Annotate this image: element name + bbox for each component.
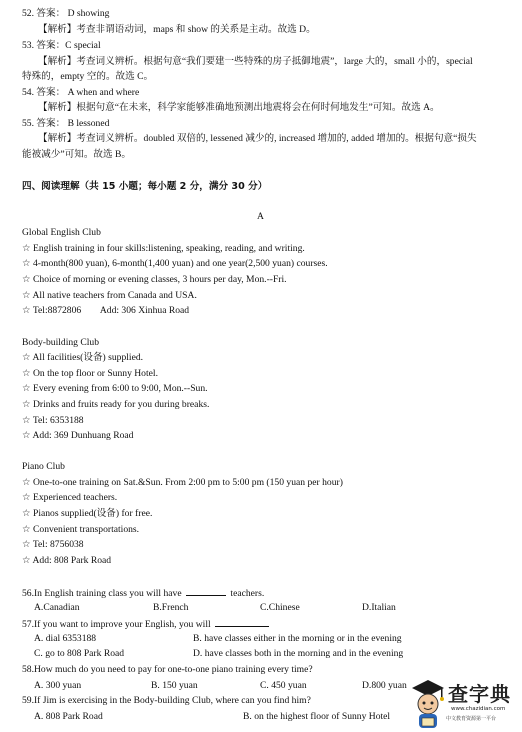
option-a: A. dial 6353188 xyxy=(34,633,97,644)
chazidian-logo xyxy=(408,676,522,732)
logo-url: www.chazidian.com xyxy=(451,706,506,712)
graduate-mascot-icon xyxy=(408,676,448,732)
option-d: D.800 yuan xyxy=(362,680,407,691)
club-item: ☆ Add: 808 Park Road xyxy=(22,555,112,566)
logo-name: 查字典 xyxy=(448,682,511,706)
club-item: ☆ Experienced teachers. xyxy=(22,492,118,503)
explanation-55-cont: 能被减少”可知。故选 B。 xyxy=(22,149,131,160)
club-item: ☆ English training in four skills:listening, speaking, reading, and writing. xyxy=(22,243,305,254)
section-title: 四、阅读理解（共 15 小题；每小题 2 分，满分 30 分） xyxy=(22,181,268,192)
passage-label: A xyxy=(257,211,264,222)
question-56-text-end: teachers. xyxy=(230,588,265,599)
option-b: B.French xyxy=(153,602,189,613)
question-57 xyxy=(22,617,271,631)
explanation-52: 【解析】考查非谓语动词，maps 和 show 的关系是主动。故选 D。 xyxy=(38,24,316,35)
club-item: ☆ Tel: 8756038 xyxy=(22,539,84,550)
answer-54: 54. 答案： A when and where xyxy=(22,87,140,98)
option-b: B. 150 yuan xyxy=(151,680,198,691)
option-c: C. go to 808 Park Road xyxy=(34,648,125,659)
club-item: ☆ All facilities(设备) supplied. xyxy=(22,352,144,363)
club-item: ☆ Add: 369 Dunhuang Road xyxy=(22,430,134,441)
answer-55: 55. 答案： B lessoned xyxy=(22,118,110,129)
option-a: A. 808 Park Road xyxy=(34,711,103,722)
club-item: ☆ One-to-one training on Sat.&Sun. From 2:00 pm to 5:00 pm (150 yuan per hour) xyxy=(22,477,343,488)
option-a: A. 300 yuan xyxy=(34,680,82,691)
option-c: C. 450 yuan xyxy=(260,680,307,691)
question-57-text: 57.If you want to improve your English, you will xyxy=(22,619,211,630)
question-56-text: 56.In English training class you will have xyxy=(22,588,182,599)
club-name-piano: Piano Club xyxy=(22,461,65,472)
club-item: ☆ On the top floor or Sunny Hotel. xyxy=(22,368,158,379)
club-item: ☆ 4-month(800 yuan), 6-month(1,400 yuan) and one year(2,500 yuan) courses. xyxy=(22,258,328,269)
club-item: ☆ Choice of morning or evening classes, 3 hours per day, Mon.--Fri. xyxy=(22,274,287,285)
club-item: ☆ Convenient transportations. xyxy=(22,524,140,535)
explanation-54: 【解析】根据句意“在未来，科学家能够准确地预测出地震将会在何时何地发生”可知。故选 A。 xyxy=(38,102,440,113)
answer-53: 53. 答案：C special xyxy=(22,40,101,51)
explanation-53: 【解析】考查词义辨析。根据句意“我们要建一些特殊的房子抵御地震”，large 大的，small 小的，special xyxy=(38,56,473,67)
explanation-55: 【解析】考查词义辨析。doubled 双倍的, lessened 减少的, increased 增加的, added 增加的。根据句意“损失 xyxy=(38,133,477,144)
option-c: C.Chinese xyxy=(260,602,300,613)
question-58: 58.How much do you need to pay for one-to-one piano training every time? xyxy=(22,664,313,675)
option-d: D.Italian xyxy=(362,602,396,613)
club-item: ☆ Tel: 6353188 xyxy=(22,415,84,426)
club-item: ☆ Drinks and fruits ready for you during breaks. xyxy=(22,399,210,410)
club-item: ☆ Pianos supplied(设备) for free. xyxy=(22,508,153,519)
club-item: ☆ Every evening from 6:00 to 9:00, Mon.--Sun. xyxy=(22,383,208,394)
club-name-english: Global English Club xyxy=(22,227,101,238)
answer-blank xyxy=(186,586,226,596)
option-b: B. on the highest floor of Sunny Hotel xyxy=(243,711,391,722)
answer-blank xyxy=(215,617,269,627)
question-59: 59.If Jim is exercising in the Body-building Club, where can you find him? xyxy=(22,695,311,706)
logo-slogan: 中文教育资源第一平台 xyxy=(446,716,497,722)
club-item: ☆ All native teachers from Canada and USA. xyxy=(22,290,197,301)
question-56 xyxy=(22,586,264,600)
explanation-53-cont: 特殊的，empty 空的。故选 C。 xyxy=(22,71,154,82)
club-item: ☆ Tel:8872806 Add: 306 Xinhua Road xyxy=(22,305,190,316)
answer-52: 52. 答案： D showing xyxy=(22,8,110,19)
option-d: D. have classes both in the morning and in the evening xyxy=(193,648,404,659)
option-b: B. have classes either in the morning or in the evening xyxy=(193,633,402,644)
club-name-bodybuilding: Body-building Club xyxy=(22,337,100,348)
option-a: A.Canadian xyxy=(34,602,80,613)
